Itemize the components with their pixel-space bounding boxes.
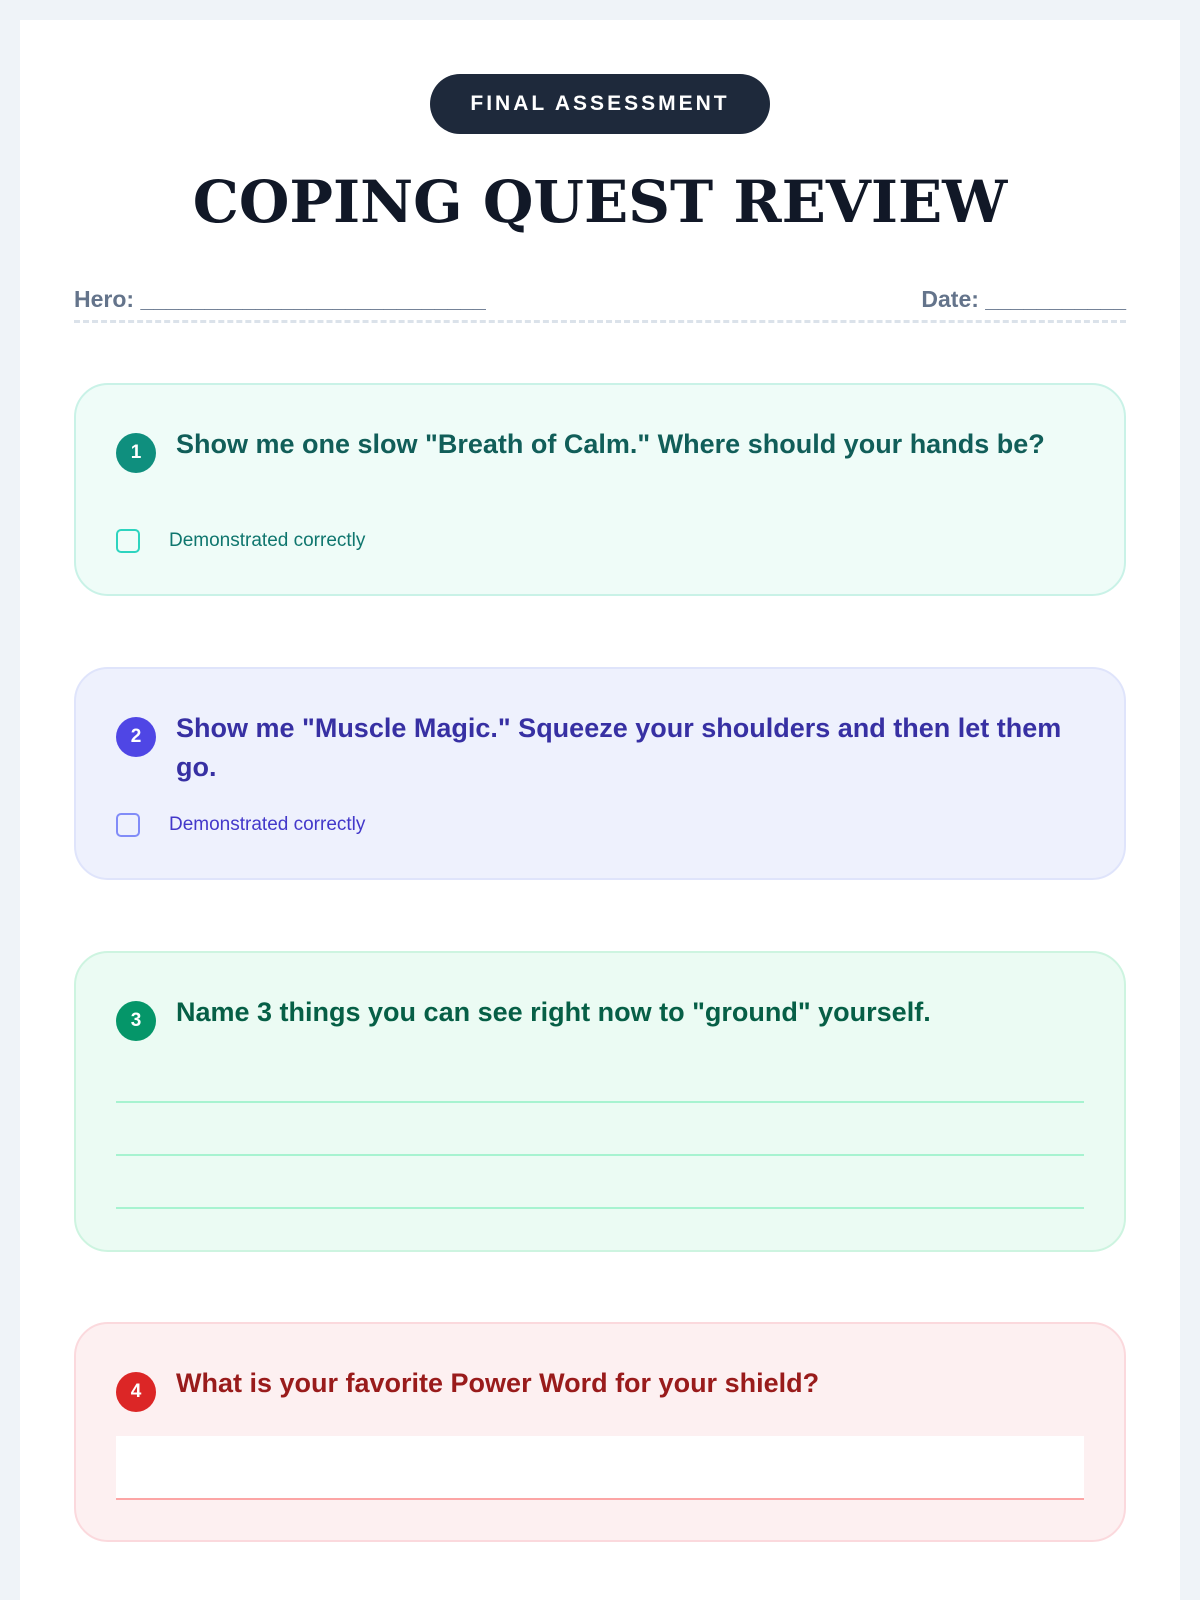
question-number-badge: 4 [116, 1372, 156, 1412]
checkbox-label: Demonstrated correctly [169, 530, 366, 551]
demonstrated-checkbox[interactable] [116, 529, 140, 553]
badge-wrap [20, 74, 1180, 134]
question-text: Show me "Muscle Magic." Squeeze your shoulders and then let them go. [176, 713, 1062, 782]
dashed-divider [74, 320, 1126, 323]
question-number-badge: 2 [116, 717, 156, 757]
checkbox-label: Demonstrated correctly [169, 814, 366, 835]
hero-name-field[interactable]: Hero: ___________________________ [74, 286, 486, 312]
date-field[interactable]: Date: ___________ [921, 286, 1126, 312]
question-card-4 [74, 1322, 1126, 1542]
assessment-badge: FINAL ASSESSMENT [430, 74, 769, 134]
question-number-badge: 3 [116, 1001, 156, 1041]
page-title: COPING QUEST REVIEW [192, 168, 1008, 236]
question-card-3 [74, 951, 1126, 1252]
answer-line[interactable] [116, 1101, 1084, 1103]
power-word-answer-field[interactable] [116, 1436, 1084, 1500]
question-text: Name 3 things you can see right now to "ground" yourself. [176, 997, 931, 1027]
question-text: What is your favorite Power Word for your shield? [176, 1368, 820, 1398]
question-number-badge: 1 [116, 433, 156, 473]
question-card-2 [74, 667, 1126, 880]
demonstrated-checkbox[interactable] [116, 813, 140, 837]
answer-line[interactable] [116, 1154, 1084, 1156]
question-text: Show me one slow "Breath of Calm." Where should your hands be? [176, 429, 1045, 459]
answer-line[interactable] [116, 1207, 1084, 1209]
question-card-1 [74, 383, 1126, 596]
worksheet [20, 20, 1180, 1600]
